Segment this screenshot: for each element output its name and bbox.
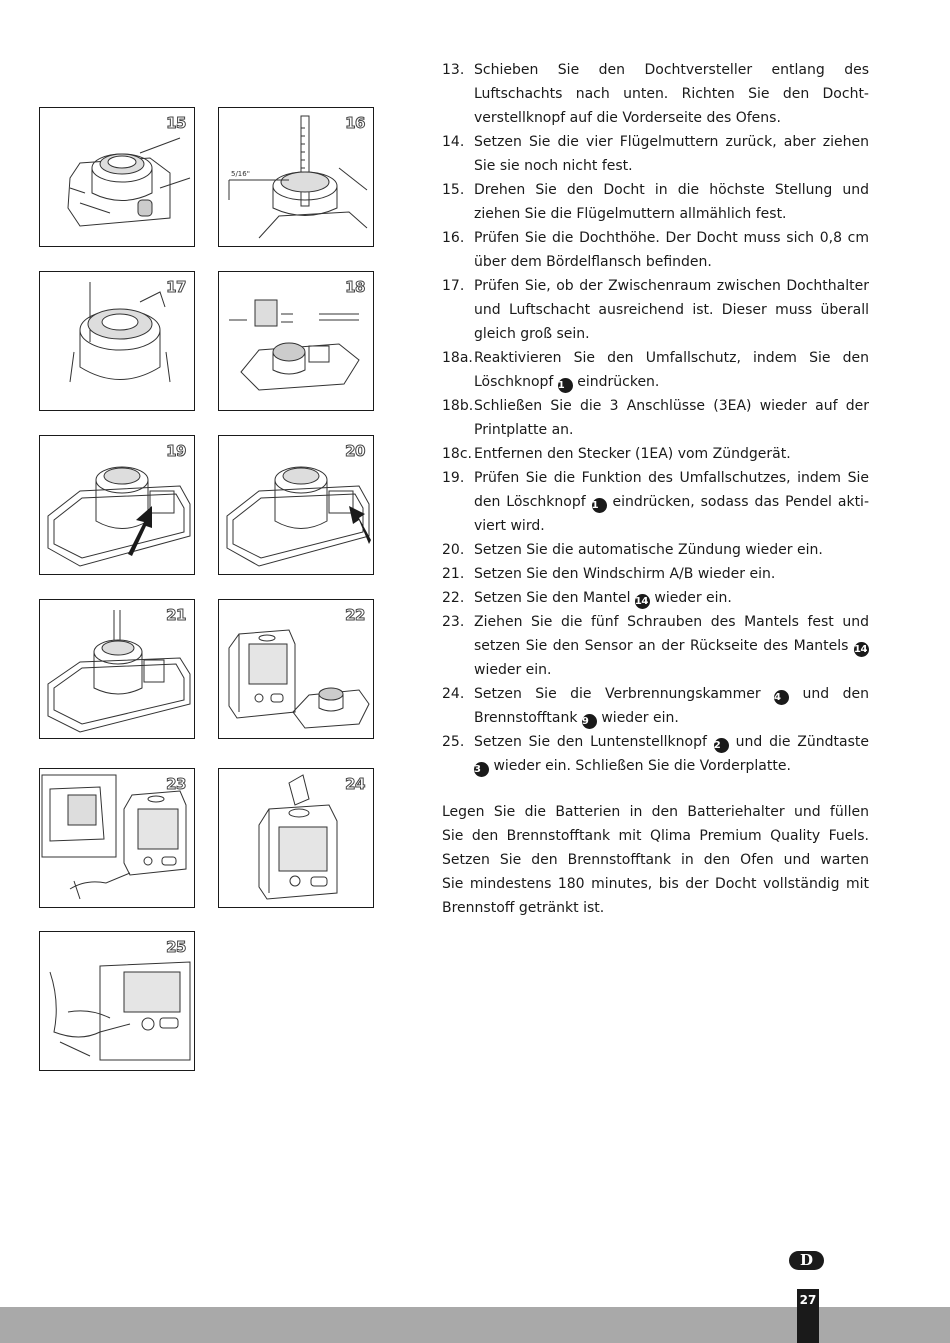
step-item <box>442 226 869 274</box>
step-item <box>442 394 869 442</box>
figure-number: 23 <box>166 775 186 793</box>
figure-number: 16 <box>345 114 365 132</box>
reference-number-badge: 14 <box>635 594 650 609</box>
step-text <box>474 586 869 610</box>
reference-number-badge: 3 <box>474 762 489 777</box>
step-number: 20. <box>442 542 465 558</box>
step-text <box>474 538 869 562</box>
step-text-line: Löschknopf 1 eindrücken. <box>474 374 660 391</box>
step-text <box>474 466 869 538</box>
step-text-line: Setzen Sie die vier Flügelmuttern zurück, aber ziehen <box>474 134 869 150</box>
figure-19 <box>39 435 195 575</box>
step-text-line: Setzen Sie den Mantel 14 wieder ein. <box>474 590 732 607</box>
step-item <box>442 586 869 610</box>
step-item <box>442 442 869 466</box>
step-item <box>442 346 869 394</box>
step-text <box>474 346 869 394</box>
reference-number-badge: 9 <box>582 714 597 729</box>
step-text-line: den Löschknopf 1 eindrücken, sodass das Pendel akti- <box>474 494 869 511</box>
step-text-line: Schieben Sie den Dochtversteller entlang des <box>474 62 869 78</box>
paragraph-line: Setzen Sie den Brennstofftank in den Ofen und warten <box>442 852 869 868</box>
step-number: 18c. <box>442 446 472 462</box>
step-item <box>442 562 869 586</box>
figure-17 <box>39 271 195 411</box>
step-number: 14. <box>442 134 465 150</box>
step-text-line: Printplatte an. <box>474 422 574 438</box>
step-text-line: viert wird. <box>474 518 545 534</box>
step-number: 18a. <box>442 350 473 366</box>
step-text-line: Sie sie noch nicht fest. <box>474 158 633 174</box>
paragraph-line: Legen Sie die Batterien in den Batteriehalter und füllen <box>442 804 869 820</box>
step-text-line: und Luftschacht ausreichend ist. Dieser muss überall <box>474 302 869 318</box>
step-text-line: Setzen Sie den Windschirm A/B wieder ein. <box>474 566 776 582</box>
step-text-line: Schließen Sie die 3 Anschlüsse (3EA) wieder auf der <box>474 398 869 414</box>
step-number: 15. <box>442 182 465 198</box>
figure-number: 18 <box>345 278 365 296</box>
step-item <box>442 178 869 226</box>
step-text <box>474 730 869 778</box>
reference-number-badge: 1 <box>558 378 573 393</box>
figure-22 <box>218 599 374 739</box>
step-text-line: Setzen Sie die Verbrennungskammer 4 und den <box>474 686 869 703</box>
final-paragraph <box>442 800 869 920</box>
step-text <box>474 610 869 682</box>
step-text <box>474 58 869 130</box>
step-text <box>474 442 869 466</box>
step-item <box>442 730 869 778</box>
step-text <box>474 562 869 586</box>
step-text-line: über dem Bördelflansch befinden. <box>474 254 712 270</box>
step-text <box>474 682 869 730</box>
step-text-line: 3 wieder ein. Schließen Sie die Vorderplatte. <box>474 758 791 775</box>
step-text-line: verstellknopf auf die Vorderseite des Ofens. <box>474 110 781 126</box>
step-text <box>474 274 869 346</box>
step-text-line: Drehen Sie den Docht in die höchste Stellung und <box>474 182 869 198</box>
measurement-label: 5/16" <box>231 170 250 178</box>
step-text-line: Reaktivieren Sie den Umfallschutz, indem Sie den <box>474 350 869 366</box>
figure-number: 24 <box>345 775 365 793</box>
paragraph-line: Brennstoff getränkt ist. <box>442 900 605 916</box>
step-number: 19. <box>442 470 465 486</box>
figure-number: 22 <box>345 606 365 624</box>
paragraph-line: Sie den Brennstofftank mit Qlima Premium Quality Fuels. <box>442 828 869 844</box>
step-number: 22. <box>442 590 465 606</box>
step-number: 25. <box>442 734 465 750</box>
step-text-line: Setzen Sie die automatische Zündung wieder ein. <box>474 542 823 558</box>
figure-number: 17 <box>166 278 186 296</box>
step-text <box>474 130 869 178</box>
figure-16 <box>218 107 374 247</box>
step-text-line: Ziehen Sie die fünf Schrauben des Mantels fest und <box>474 614 869 630</box>
step-item <box>442 466 869 538</box>
reference-number-badge: 14 <box>854 642 869 657</box>
figure-number: 15 <box>166 114 186 132</box>
language-badge: D <box>789 1251 824 1270</box>
step-item <box>442 610 869 682</box>
step-number: 24. <box>442 686 465 702</box>
step-number: 21. <box>442 566 465 582</box>
step-text-line: Entfernen den Stecker (1EA) vom Zündgerät. <box>474 446 791 462</box>
figure-18 <box>218 271 374 411</box>
step-number: 13. <box>442 62 465 78</box>
step-text <box>474 226 869 274</box>
figure-23 <box>39 768 195 908</box>
step-number: 16. <box>442 230 465 246</box>
figure-number: 20 <box>345 442 365 460</box>
step-text <box>474 394 869 442</box>
figure-number: 21 <box>166 606 186 624</box>
step-text-line: Prüfen Sie, ob der Zwischenraum zwischen Dochthalter <box>474 278 869 294</box>
step-item <box>442 130 869 178</box>
figure-24 <box>218 768 374 908</box>
figure-20 <box>218 435 374 575</box>
figure-21 <box>39 599 195 739</box>
step-text-line: Prüfen Sie die Funktion des Umfallschutzes, indem Sie <box>474 470 869 486</box>
figure-25 <box>39 931 195 1071</box>
step-item <box>442 274 869 346</box>
reference-number-badge: 1 <box>592 498 607 513</box>
step-text-line: ziehen Sie die Flügelmuttern allmählich fest. <box>474 206 787 222</box>
step-text-line: Setzen Sie den Luntenstellknopf 2 und die Zündtaste <box>474 734 869 751</box>
step-number: 23. <box>442 614 465 630</box>
paragraph-line: Sie mindestens 180 minutes, bis der Docht vollständig mit <box>442 876 869 892</box>
step-item <box>442 58 869 130</box>
step-item <box>442 682 869 730</box>
step-text-line: Prüfen Sie die Dochthöhe. Der Docht muss sich 0,8 cm <box>474 230 869 246</box>
page-number: 27 <box>797 1289 819 1343</box>
figure-number: 19 <box>166 442 186 460</box>
step-text-line: gleich groß sein. <box>474 326 590 342</box>
step-number: 17. <box>442 278 465 294</box>
figure-number: 25 <box>166 938 186 956</box>
step-text <box>474 178 869 226</box>
reference-number-badge: 4 <box>774 690 789 705</box>
instruction-steps <box>442 58 869 778</box>
step-number: 18b. <box>442 398 474 414</box>
step-text-line: wieder ein. <box>474 662 552 678</box>
step-text-line: Brennstofftank 9 wieder ein. <box>474 710 679 727</box>
figure-15 <box>39 107 195 247</box>
step-text-line: setzen Sie den Sensor an der Rückseite des Mantels 14 <box>474 634 869 658</box>
step-text-line: Luftschachts nach unten. Richten Sie den Docht- <box>474 86 869 102</box>
reference-number-badge: 2 <box>714 738 729 753</box>
step-item <box>442 538 869 562</box>
